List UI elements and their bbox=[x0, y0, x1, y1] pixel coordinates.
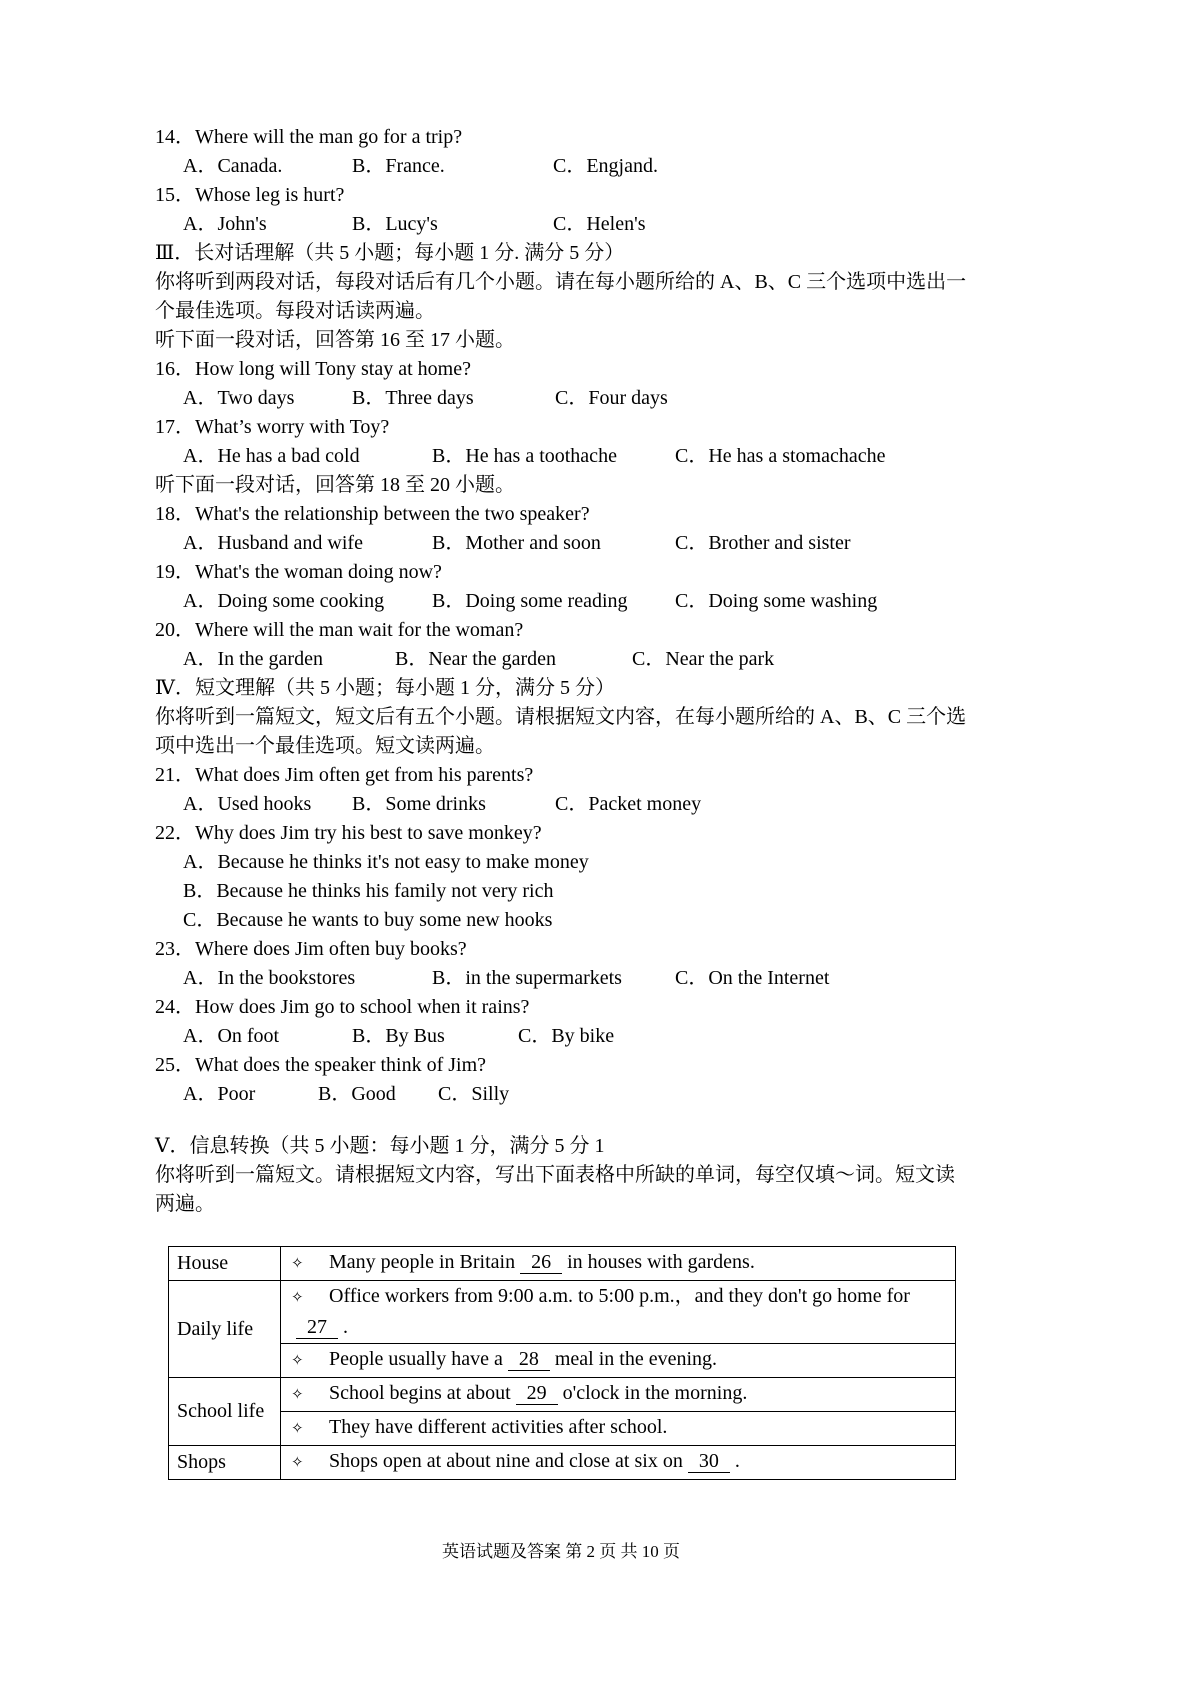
item-text: Many people in Britain bbox=[329, 1251, 516, 1273]
section-4-title: Ⅳ．短文理解（共 5 小题；每小题 1 分，满分 5 分） bbox=[155, 677, 615, 699]
question-18-option-b: B．Mother and soon bbox=[432, 532, 601, 554]
question-20-option-a: A．In the garden bbox=[183, 648, 323, 670]
question-25-option-a: A．Poor bbox=[183, 1083, 256, 1105]
question-23-option-c: C．On the Internet bbox=[675, 967, 830, 989]
category-house: House bbox=[169, 1247, 281, 1281]
blank-30: 30 bbox=[688, 1450, 730, 1473]
exam-content bbox=[155, 123, 967, 1562]
question-16-option-c: C．Four days bbox=[555, 387, 668, 409]
section-5-instructions: 你将听到一篇短文。请根据短文内容，写出下面表格中所缺的单词，每空仅填～词。短文读两遍。 bbox=[155, 1164, 955, 1215]
question-18-option-a: A．Husband and wife bbox=[183, 532, 363, 554]
blank-26: 26 bbox=[520, 1251, 562, 1274]
question-14-option-a: A．Canada. bbox=[183, 155, 283, 177]
question-20-options bbox=[155, 645, 967, 674]
question-18: 18．What's the relationship between the two speaker? bbox=[155, 503, 590, 525]
question-17-option-c: C．He has a stomachache bbox=[675, 445, 886, 467]
question-24-option-c: C．By bike bbox=[518, 1025, 615, 1047]
item-text: in houses with gardens. bbox=[567, 1251, 755, 1273]
question-18-options bbox=[155, 529, 967, 558]
category-daily-life: Daily life bbox=[169, 1281, 281, 1378]
diamond-bullet-icon: ✧ bbox=[291, 1387, 304, 1403]
question-22-option-c: C．Because he wants to buy some new hooks bbox=[183, 909, 553, 931]
question-14-option-c: C．Engjand. bbox=[553, 155, 658, 177]
item-school-2 bbox=[281, 1412, 956, 1446]
table-row-house bbox=[169, 1247, 956, 1281]
question-19-options bbox=[155, 587, 967, 616]
question-18-option-c: C．Brother and sister bbox=[675, 532, 851, 554]
question-16-option-b: B．Three days bbox=[352, 387, 474, 409]
question-16: 16．How long will Tony stay at home? bbox=[155, 358, 471, 380]
section-3-instructions: 你将听到两段对话，每段对话后有几个小题。请在每小题所给的 A、B、C 三个选项中选出一个最佳选项。每段对话读两遍。 bbox=[155, 271, 967, 322]
question-20-option-b: B．Near the garden bbox=[395, 648, 557, 670]
question-16-options bbox=[155, 384, 967, 413]
item-text: They have different activities after school. bbox=[329, 1416, 668, 1438]
category-school-life: School life bbox=[169, 1378, 281, 1446]
question-25: 25．What does the speaker think of Jim? bbox=[155, 1054, 487, 1076]
question-21-option-c: C．Packet money bbox=[555, 793, 702, 815]
item-text: Office workers from 9:00 a.m. to 5:00 p.m.，and they don't go home for bbox=[329, 1285, 910, 1307]
blank-27: 27 bbox=[296, 1316, 338, 1339]
question-21-option-b: B．Some drinks bbox=[352, 793, 486, 815]
question-21-option-a: A．Used hooks bbox=[183, 793, 312, 815]
question-25-option-b: B．Good bbox=[318, 1083, 396, 1105]
question-17-option-a: A．He has a bad cold bbox=[183, 445, 360, 467]
question-15-options bbox=[155, 210, 967, 239]
diamond-bullet-icon: ✧ bbox=[291, 1353, 304, 1369]
table-row-daily-1 bbox=[169, 1281, 956, 1344]
section-4-instructions: 你将听到一篇短文，短文后有五个小题。请根据短文内容，在每小题所给的 A、B、C 三个选项中选出一个最佳选项。短文读两遍。 bbox=[155, 706, 967, 757]
question-21: 21．What does Jim often get from his parents? bbox=[155, 764, 534, 786]
question-14: 14．Where will the man go for a trip? bbox=[155, 126, 463, 148]
question-15-option-c: C．Helen's bbox=[553, 213, 646, 235]
question-24: 24．How does Jim go to school when it rains? bbox=[155, 996, 530, 1018]
question-17: 17．What’s worry with Toy? bbox=[155, 416, 390, 438]
item-text: People usually have a bbox=[329, 1348, 503, 1370]
item-shops-1 bbox=[281, 1446, 956, 1480]
question-17-option-b: B．He has a toothache bbox=[432, 445, 617, 467]
question-23: 23．Where does Jim often buy books? bbox=[155, 938, 467, 960]
table-row-daily-2 bbox=[169, 1344, 956, 1378]
question-17-options bbox=[155, 442, 967, 471]
question-24-option-a: A．On foot bbox=[183, 1025, 280, 1047]
question-15-option-a: A．John's bbox=[183, 213, 267, 235]
question-21-options bbox=[155, 790, 967, 819]
question-14-options bbox=[155, 152, 967, 181]
question-16-option-a: A．Two days bbox=[183, 387, 295, 409]
section-3-hint-1: 听下面一段对话，回答第 16 至 17 小题。 bbox=[155, 329, 515, 351]
item-text: o'clock in the morning. bbox=[562, 1382, 748, 1404]
diamond-bullet-icon: ✧ bbox=[291, 1290, 304, 1306]
question-14-option-b: B．France. bbox=[352, 155, 445, 177]
question-19-option-a: A．Doing some cooking bbox=[183, 590, 385, 612]
table-row-school-1 bbox=[169, 1378, 956, 1412]
diamond-bullet-icon: ✧ bbox=[291, 1256, 304, 1272]
item-text: School begins at about bbox=[329, 1382, 511, 1404]
question-19-option-b: B．Doing some reading bbox=[432, 590, 628, 612]
section-5-title: Ⅴ．信息转换（共 5 小题：每小题 1 分，满分 5 分 1 bbox=[155, 1135, 605, 1157]
question-20-option-c: C．Near the park bbox=[632, 648, 775, 670]
question-22-option-a: A．Because he thinks it's not easy to make money bbox=[183, 851, 589, 873]
question-15: 15．Whose leg is hurt? bbox=[155, 184, 345, 206]
question-22-option-b: B．Because he thinks his family not very rich bbox=[183, 880, 554, 902]
section-3-hint-2: 听下面一段对话，回答第 18 至 20 小题。 bbox=[155, 474, 515, 496]
information-table bbox=[168, 1246, 956, 1480]
item-text: . bbox=[734, 1450, 740, 1472]
page-footer: 英语试题及答案 第 2 页 共 10 页 bbox=[442, 1542, 680, 1561]
section-3-title: Ⅲ．长对话理解（共 5 小题；每小题 1 分. 满分 5 分） bbox=[155, 242, 625, 264]
question-22: 22．Why does Jim try his best to save monkey? bbox=[155, 822, 542, 844]
question-23-options bbox=[155, 964, 967, 993]
question-19-option-c: C．Doing some washing bbox=[675, 590, 878, 612]
question-24-options bbox=[155, 1022, 967, 1051]
question-15-option-b: B．Lucy's bbox=[352, 213, 438, 235]
table-row-school-2 bbox=[169, 1412, 956, 1446]
diamond-bullet-icon: ✧ bbox=[291, 1421, 304, 1437]
question-23-option-a: A．In the bookstores bbox=[183, 967, 356, 989]
question-20: 20．Where will the man wait for the woman? bbox=[155, 619, 524, 641]
question-25-options bbox=[155, 1080, 967, 1109]
item-house-1 bbox=[281, 1247, 956, 1281]
question-23-option-b: B．in the supermarkets bbox=[432, 967, 622, 989]
question-25-option-c: C．Silly bbox=[438, 1083, 510, 1105]
item-text: meal in the evening. bbox=[554, 1348, 718, 1370]
diamond-bullet-icon: ✧ bbox=[291, 1455, 304, 1471]
blank-29: 29 bbox=[516, 1382, 558, 1405]
category-shops: Shops bbox=[169, 1446, 281, 1480]
item-text: . bbox=[343, 1316, 348, 1338]
question-24-option-b: B．By Bus bbox=[352, 1025, 445, 1047]
blank-28: 28 bbox=[508, 1348, 550, 1371]
item-daily-2 bbox=[281, 1344, 956, 1378]
item-daily-1 bbox=[281, 1281, 956, 1344]
table-row-shops bbox=[169, 1446, 956, 1480]
item-school-1 bbox=[281, 1378, 956, 1412]
item-text: Shops open at about nine and close at six on bbox=[329, 1450, 683, 1472]
question-19: 19．What's the woman doing now? bbox=[155, 561, 442, 583]
